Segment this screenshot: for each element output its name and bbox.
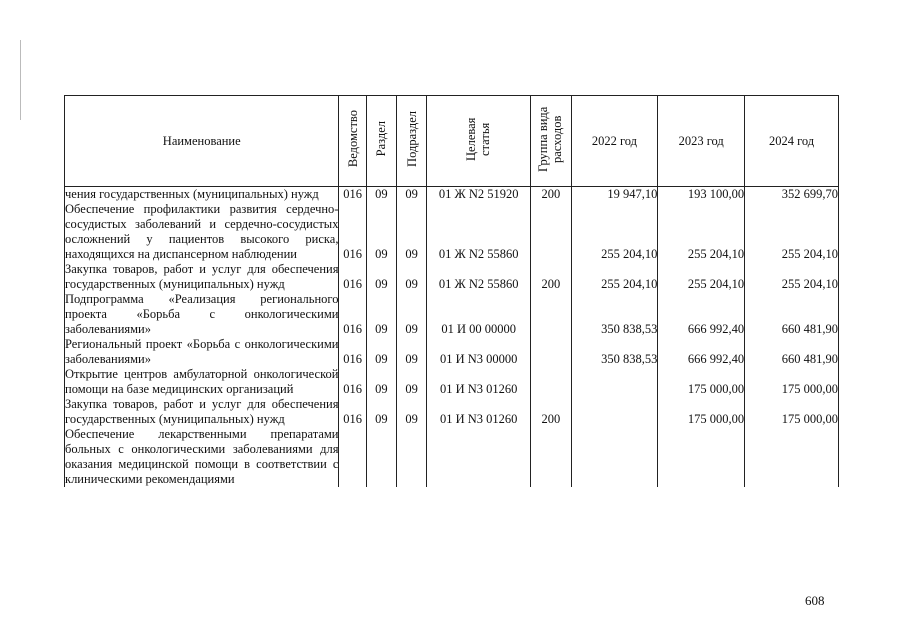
row-podrazdel: 09 bbox=[396, 187, 426, 203]
row-2022: 255 204,10 bbox=[571, 202, 658, 262]
row-podrazdel: 09 bbox=[396, 202, 426, 262]
row-gruppa: 200 bbox=[531, 397, 571, 427]
row-name: Обеспечение лекарственными препаратами больных с онкологическими заболеваниями для оказания медицинской помощи в соответствии с клиническими рекомендациями bbox=[65, 427, 339, 486]
row-2022: 350 838,53 bbox=[571, 292, 658, 337]
table-row bbox=[65, 262, 839, 292]
row-name: Подпрограмма «Реализация регионального проекта «Борьба с онкологическими заболеваниями» bbox=[65, 292, 339, 336]
row-2023 bbox=[658, 427, 745, 487]
row-2023: 666 992,40 bbox=[658, 292, 745, 337]
row-2022 bbox=[571, 397, 658, 427]
table-body bbox=[65, 187, 839, 488]
row-gruppa: 200 bbox=[531, 262, 571, 292]
scan-edge-line bbox=[20, 40, 21, 120]
row-celevaya: 01 И N3 00000 bbox=[427, 337, 531, 367]
row-2024: 255 204,10 bbox=[745, 262, 839, 292]
col-2023-label: 2023 год bbox=[678, 133, 724, 148]
table-row bbox=[65, 367, 839, 397]
table-row bbox=[65, 337, 839, 367]
row-2024: 175 000,00 bbox=[745, 367, 839, 397]
table-header bbox=[65, 96, 839, 187]
row-podrazdel: 09 bbox=[396, 337, 426, 367]
col-podrazdel-label: Подраздел bbox=[404, 111, 419, 167]
row-vedomstvo: 016 bbox=[339, 292, 366, 337]
col-razdel-header bbox=[366, 96, 396, 187]
col-vedomstvo-label: Ведомство bbox=[345, 110, 360, 168]
col-podrazdel-header bbox=[396, 96, 426, 187]
col-gruppa-header bbox=[531, 96, 571, 187]
row-podrazdel bbox=[396, 427, 426, 487]
row-razdel: 09 bbox=[366, 337, 396, 367]
row-name: Закупка товаров, работ и услуг для обеспечения государственных (муниципальных) нужд bbox=[65, 397, 339, 426]
row-2023: 175 000,00 bbox=[658, 367, 745, 397]
row-2022 bbox=[571, 427, 658, 487]
row-2022: 350 838,53 bbox=[571, 337, 658, 367]
row-razdel: 09 bbox=[366, 292, 396, 337]
row-2022: 19 947,10 bbox=[571, 187, 658, 203]
row-name: Региональный проект «Борьба с онкологическими заболеваниями» bbox=[65, 337, 339, 366]
row-2024: 175 000,00 bbox=[745, 397, 839, 427]
col-gruppa-label: Группа вида расходов bbox=[535, 106, 564, 172]
row-podrazdel: 09 bbox=[396, 367, 426, 397]
col-celevaya-header bbox=[427, 96, 531, 187]
row-vedomstvo bbox=[339, 427, 366, 487]
row-razdel: 09 bbox=[366, 202, 396, 262]
row-gruppa bbox=[531, 427, 571, 487]
row-name: Закупка товаров, работ и услуг для обеспечения государственных (муниципальных) нужд bbox=[65, 262, 339, 291]
row-celevaya: 01 Ж N2 55860 bbox=[427, 202, 531, 262]
col-2023-header bbox=[658, 96, 745, 187]
col-vedomstvo-header bbox=[339, 96, 366, 187]
row-2024 bbox=[745, 427, 839, 487]
row-razdel: 09 bbox=[366, 367, 396, 397]
row-2023: 255 204,10 bbox=[658, 202, 745, 262]
table-row bbox=[65, 292, 839, 337]
row-2024: 255 204,10 bbox=[745, 202, 839, 262]
row-vedomstvo: 016 bbox=[339, 397, 366, 427]
row-celevaya: 01 И 00 00000 bbox=[427, 292, 531, 337]
row-gruppa: 200 bbox=[531, 187, 571, 203]
page-number: 608 bbox=[805, 593, 825, 608]
col-2022-header bbox=[571, 96, 658, 187]
table-row bbox=[65, 427, 839, 487]
col-name-label: Наименование bbox=[162, 133, 241, 148]
row-vedomstvo: 016 bbox=[339, 262, 366, 292]
row-razdel: 09 bbox=[366, 187, 396, 203]
table-row bbox=[65, 202, 839, 262]
row-gruppa bbox=[531, 337, 571, 367]
table-row bbox=[65, 187, 839, 203]
row-name: Обеспечение профилактики развития сердечно-сосудистых заболеваний и сердечно-сосудистых осложнений у пациентов высокого риска, находящихся на диспансерном наблюдении bbox=[65, 202, 339, 261]
row-vedomstvo: 016 bbox=[339, 367, 366, 397]
row-vedomstvo: 016 bbox=[339, 202, 366, 262]
row-razdel: 09 bbox=[366, 397, 396, 427]
col-celevaya-label: Целевая статья bbox=[463, 117, 492, 161]
budget-table bbox=[64, 95, 839, 487]
row-podrazdel: 09 bbox=[396, 397, 426, 427]
row-razdel bbox=[366, 427, 396, 487]
row-2023: 255 204,10 bbox=[658, 262, 745, 292]
row-celevaya: 01 И N3 01260 bbox=[427, 397, 531, 427]
row-celevaya bbox=[427, 427, 531, 487]
row-gruppa bbox=[531, 292, 571, 337]
row-vedomstvo: 016 bbox=[339, 337, 366, 367]
row-celevaya: 01 Ж N2 51920 bbox=[427, 187, 531, 203]
row-2024: 660 481,90 bbox=[745, 337, 839, 367]
row-podrazdel: 09 bbox=[396, 262, 426, 292]
row-2022 bbox=[571, 367, 658, 397]
row-celevaya: 01 Ж N2 55860 bbox=[427, 262, 531, 292]
row-name: чения государственных (муниципальных) нужд bbox=[65, 187, 339, 203]
col-2022-label: 2022 год bbox=[591, 133, 638, 148]
row-name: Открытие центров амбулаторной онкологической помощи на базе медицинских организаций bbox=[65, 367, 339, 396]
row-celevaya: 01 И N3 01260 bbox=[427, 367, 531, 397]
row-2024: 352 699,70 bbox=[745, 187, 839, 203]
row-vedomstvo: 016 bbox=[339, 187, 366, 203]
row-razdel: 09 bbox=[366, 262, 396, 292]
row-gruppa bbox=[531, 367, 571, 397]
row-2024: 660 481,90 bbox=[745, 292, 839, 337]
row-2023: 666 992,40 bbox=[658, 337, 745, 367]
table-row bbox=[65, 397, 839, 427]
col-2024-label: 2024 год bbox=[768, 133, 815, 148]
row-2022: 255 204,10 bbox=[571, 262, 658, 292]
row-gruppa bbox=[531, 202, 571, 262]
row-2023: 193 100,00 bbox=[658, 187, 745, 203]
col-2024-header bbox=[745, 96, 839, 187]
row-2023: 175 000,00 bbox=[658, 397, 745, 427]
col-razdel-label: Раздел bbox=[374, 121, 389, 157]
col-name-header bbox=[65, 96, 339, 187]
row-podrazdel: 09 bbox=[396, 292, 426, 337]
